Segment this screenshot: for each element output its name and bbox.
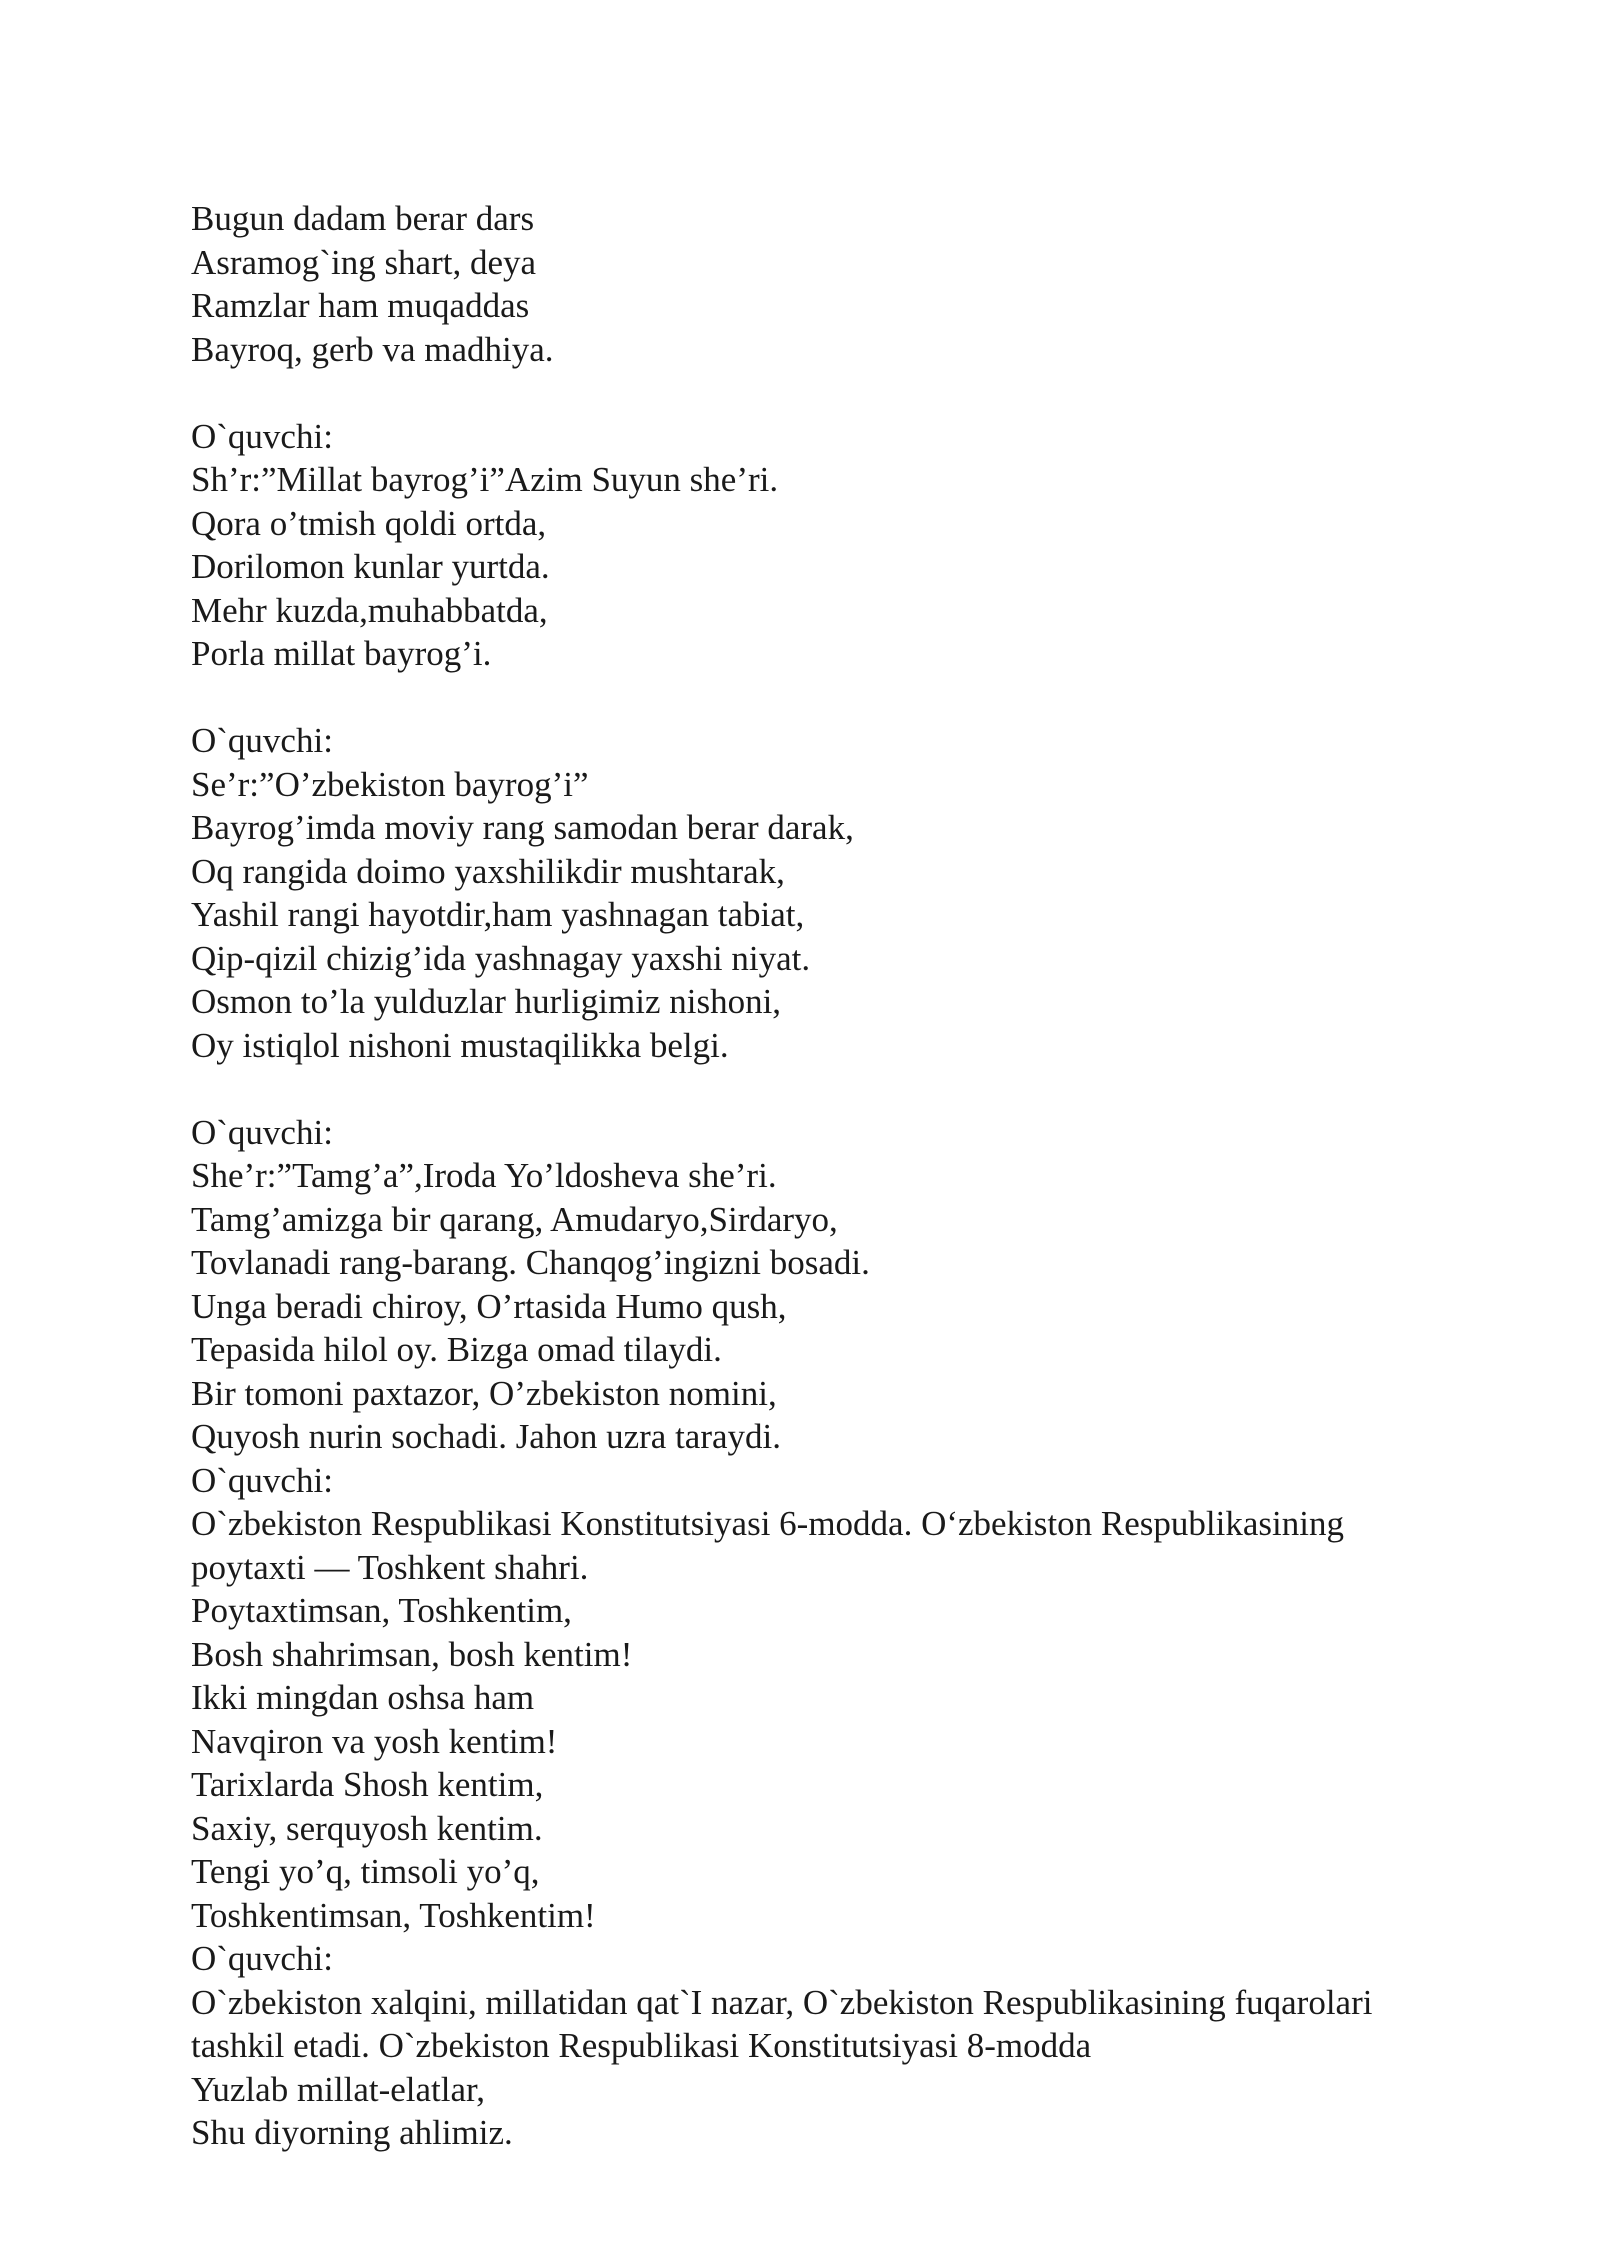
text-line: Tepasida hilol oy. Bizga omad tilaydi. [191,1330,722,1369]
text-line: Porla millat bayrog’i. [191,634,492,673]
poem-text-block [191,197,1491,2155]
text-line: Osmon to’la yulduzlar hurligimiz nishoni, [191,982,782,1021]
text-line: Bayrog’imda moviy rang samodan berar darak, [191,808,854,847]
text-line: poytaxti — Toshkent shahri. [191,1547,589,1587]
text-line: Tovlanadi rang-barang. Chanqog’ingizni bosadi. [191,1243,870,1282]
text-line: Bayroq, gerb va madhiya. [191,329,554,369]
blank-line [191,1067,1491,1111]
text-line: Quyosh nurin sochadi. Jahon uzra taraydi. [191,1417,781,1456]
text-line: Bir tomoni paxtazor, O’zbekiston nomini, [191,1373,777,1413]
text-line: Bosh shahrimsan, bosh kentim! [191,1634,633,1674]
text-line: Se’r:”O’zbekiston bayrog’i” [191,764,589,804]
text-line: O`zbekiston xalqini, millatidan qat`I nazar, O`zbekiston Respublikasining fuqarolari [191,1982,1373,2022]
speaker-label: O`quvchi: [191,721,333,760]
speaker-label: O`quvchi: [191,1939,333,1978]
text-line: Tarixlarda Shosh kentim, [191,1765,544,1804]
speaker-label: O`quvchi: [191,416,333,456]
text-line: Mehr kuzda,muhabbatda, [191,590,548,630]
text-line: Navqiron va yosh kentim! [191,1721,558,1761]
text-line: Yuzlab millat-elatlar, [191,2069,486,2109]
speaker-label: O`quvchi: [191,1460,333,1500]
text-line: Saxiy, serquyosh kentim. [191,1808,543,1848]
text-line: Qip-qizil chizig’ida yashnagay yaxshi niyat. [191,938,811,978]
blank-line [191,676,1491,720]
text-line: Yashil rangi hayotdir,ham yashnagan tabiat, [191,895,805,934]
text-line: tashkil etadi. O`zbekiston Respublikasi Konstitutsiyasi 8-modda [191,2026,1092,2065]
text-line: Poytaxtimsan, Toshkentim, [191,1591,572,1630]
text-line: Asramog`ing shart, deya [191,242,537,282]
text-line: Toshkentimsan, Toshkentim! [191,1895,596,1935]
text-line: She’r:”Tamg’a”,Iroda Yo’ldosheva she’ri. [191,1156,777,1195]
speaker-label: O`quvchi: [191,1112,333,1152]
text-line: Tengi yo’q, timsoli yo’q, [191,1852,540,1891]
text-line: Oy istiqlol nishoni mustaqilikka belgi. [191,1025,729,1065]
text-line: Oq rangida doimo yaxshilikdir mushtarak, [191,851,785,891]
text-line: Sh’r:”Millat bayrog’i”Azim Suyun she’ri. [191,460,779,499]
text-line: Tamg’amizga bir qarang, Amudaryo,Sirdaryo, [191,1199,838,1239]
text-line: Qora o’tmish qoldi ortda, [191,503,547,543]
text-line: Bugun dadam berar dars [191,199,535,238]
text-line: Ramzlar ham muqaddas [191,286,530,325]
text-line: Unga beradi chiroy, O’rtasida Humo qush, [191,1286,787,1326]
text-line: Shu diyorning ahlimiz. [191,2113,513,2152]
blank-line [191,371,1491,415]
text-line: Ikki mingdan oshsa ham [191,1678,535,1717]
text-line: Dorilomon kunlar yurtda. [191,547,550,586]
text-line: O`zbekiston Respublikasi Konstitutsiyasi 6-modda. O‘zbekiston Respublikasining [191,1504,1344,1543]
